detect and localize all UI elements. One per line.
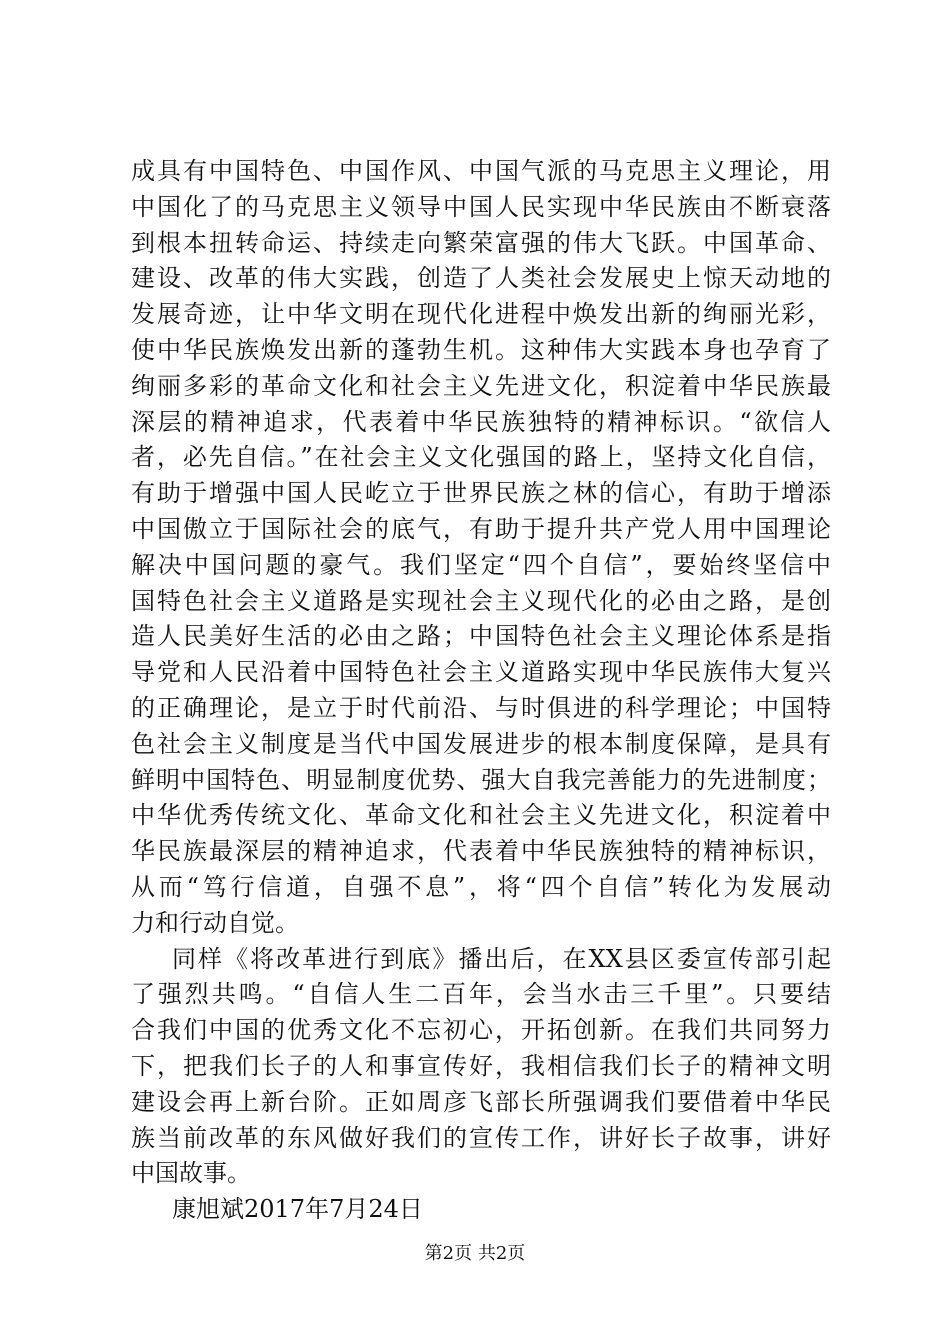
text-line: 发展奇迹，让中华文明在现代化进程中焕发出新的绚丽光彩，: [131, 300, 831, 329]
text-line: 中国傲立于国际社会的底气，有助于提升共产党人用中国理论: [131, 514, 831, 543]
text-line: 中国化了的马克思主义领导中国人民实现中华民族由不断衰落: [131, 192, 831, 221]
text-line: 到根本扭转命运、持续走向繁荣富强的伟大飞跃。中国革命、: [131, 228, 831, 257]
paragraph-start-line: 同样《将改革进行到底》播出后，在XX县区委宣传部引起: [172, 944, 831, 973]
text-line: 鲜明中国特色、明显制度优势、强大自我完善能力的先进制度；: [131, 765, 831, 794]
text-line: 的正确理论，是立于时代前沿、与时俱进的科学理论；中国特: [131, 693, 831, 722]
text-line: 深层的精神追求，代表着中华民族独特的精神标识。“欲信人: [131, 407, 831, 436]
signature-date-line: 康旭斌2017年7月24日: [172, 1195, 423, 1224]
text-line: 使中华民族焕发出新的蓬勃生机。这种伟大实践本身也孕育了: [131, 335, 831, 364]
text-line: 导党和人民沿着中国特色社会主义道路实现中华民族伟大复兴: [131, 658, 831, 687]
text-line: 国特色社会主义道路是实现社会主义现代化的必由之路，是创: [131, 586, 831, 615]
text-line: 下，把我们长子的人和事宣传好，我相信我们长子的精神文明: [131, 1051, 831, 1080]
text-line: 成具有中国特色、中国作风、中国气派的马克思主义理论，用: [131, 157, 831, 185]
text-line: 绚丽多彩的革命文化和社会主义先进文化，积淀着中华民族最: [131, 371, 831, 400]
text-line: 色社会主义制度是当代中国发展进步的根本制度保障，是具有: [131, 729, 831, 758]
text-line: 华民族最深层的精神追求，代表着中华民族独特的精神标识，: [131, 837, 831, 866]
page-number-footer: 第2页 共2页: [424, 1243, 526, 1264]
document-body: [131, 154, 831, 1228]
text-line: 合我们中国的优秀文化不忘初心，开拓创新。在我们共同努力: [131, 1016, 831, 1045]
text-line: 族当前改革的东风做好我们的宣传工作，讲好长子故事，讲好: [131, 1123, 831, 1152]
text-line: 从而“笃行信道，自强不息”，将“四个自信”转化为发展动: [131, 872, 831, 901]
text-line: 力和行动自觉。: [131, 908, 299, 937]
text-line: 建设、改革的伟大实践，创造了人类社会发展史上惊天动地的: [131, 264, 831, 293]
text-line: 造人民美好生活的必由之路；中国特色社会主义理论体系是指: [131, 622, 831, 651]
text-line: 中国故事。: [131, 1159, 251, 1188]
text-line: 有助于增强中国人民屹立于世界民族之林的信心，有助于增添: [131, 479, 831, 508]
text-line: 中华优秀传统文化、革命文化和社会主义先进文化，积淀着中: [131, 801, 831, 830]
text-line: 建设会再上新台阶。正如周彦飞部长所强调我们要借着中华民: [131, 1087, 831, 1116]
text-line: 解决中国问题的豪气。我们坚定“四个自信”，要始终坚信中: [131, 550, 831, 579]
text-line: 了强烈共鸣。“自信人生二百年，会当水击三千里”。只要结: [131, 980, 831, 1009]
text-line: 者，必先自信。”在社会主义文化强国的路上，坚持文化自信，: [131, 443, 831, 472]
